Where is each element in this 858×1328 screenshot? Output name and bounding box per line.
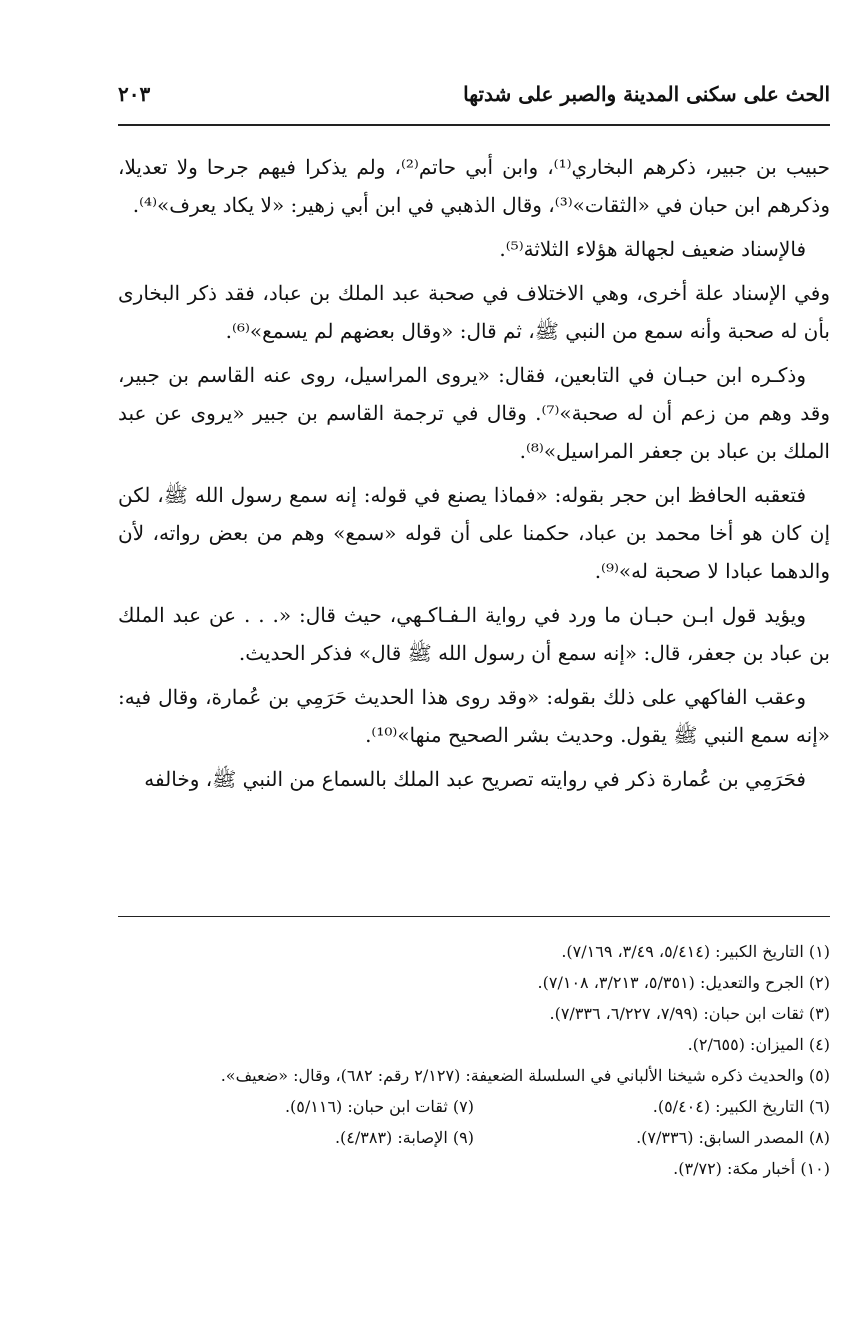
page-number: ٢٠٣ xyxy=(118,82,151,106)
page-header xyxy=(118,78,830,118)
footnote: (٣) ثقات ابن حبان: (٧/٩٩، ٦/٢٢٧، ٧/٣٣٦). xyxy=(549,1004,830,1023)
footnote: (٩) الإصابة: (٤/٣٨٣). xyxy=(334,1128,474,1147)
footnote: (٧) ثقات ابن حبان: (٥/١١٦). xyxy=(284,1097,474,1116)
paragraph: ويؤيد قول ابـن حبـان ما ورد في رواية الـفـاكـهي، حيث قال: «. . . عن عبد الملك بن عباد بن جعفر، قال: «إنه سمع أن رسول الله ﷺ قال» فذكر الحديث. xyxy=(118,603,830,665)
footnote: (٨) المصدر السابق: (٧/٣٣٦). xyxy=(636,1128,830,1147)
paragraph: فحَرَمِي بن عُمارة ذكر في روايته تصريح عبد الملك بالسماع من النبي ﷺ، وخالفه xyxy=(144,767,806,791)
footnote: (٥) والحديث ذكره شيخنا الألباني في السلسلة الضعيفة: (٢/١٢٧ رقم: ٦٨٢)، وقال: «ضعيف». xyxy=(220,1066,830,1085)
footnote: (١) التاريخ الكبير: (٥/٤١٤، ٣/٤٩، ٧/١٦٩). xyxy=(561,942,830,961)
paragraph: وذكـره ابن حبـان في التابعين، فقال: «يروى المراسيل، روى عنه القاسم بن جبير، وقد وهم من زعم أن له صحبة»⁽⁷⁾. وقال في ترجمة القاسم بن جبير «يروى عن عبد الملك بن عباد بن جعفر المراسيل»⁽⁸⁾. xyxy=(118,363,831,463)
footnote: (٢) الجرح والتعديل: (٥/٣٥١، ٣/٢١٣، ٧/١٠٨). xyxy=(537,973,830,992)
footnote: (٦) التاريخ الكبير: (٥/٤٠٤). xyxy=(652,1097,830,1116)
footnotes xyxy=(118,936,830,1184)
footnote: (٤) الميزان: (٢/٦٥٥). xyxy=(687,1035,830,1054)
paragraph: فالإسناد ضعيف لجهالة هؤلاء الثلاثة⁽⁵⁾. xyxy=(499,237,806,261)
header-rule xyxy=(118,124,830,126)
main-text xyxy=(118,148,830,804)
paragraph: وفي الإسناد علة أخرى، وهي الاختلاف في صحبة عبد الملك بن عباد، فقد ذكر البخارى بأن له صحبة وأنه سمع من النبي ﷺ، ثم قال: «وقال بعضهم لم يسمع»⁽⁶⁾. xyxy=(118,281,830,343)
paragraph: وعقب الفاكهي على ذلك بقوله: «وقد روى هذا الحديث حَرَمِي بن عُمارة، وقال فيه: «إنه سمع النبي ﷺ يقول. وحديث بشر الصحيح منها»⁽¹⁰⁾. xyxy=(118,685,830,747)
footnote-rule xyxy=(118,916,830,917)
running-title: الحث على سكنى المدينة والصبر على شدتها xyxy=(463,82,830,106)
paragraph: فتعقبه الحافظ ابن حجر بقوله: «فماذا يصنع في قوله: إنه سمع رسول الله ﷺ، لكن إن كان هو أخا محمد بن عباد، حكمنا على أن قوله «سمع» وهم من بعض رواته، لأن والدهما عبادا لا صحبة له»⁽⁹⁾. xyxy=(118,483,830,583)
footnote-row xyxy=(118,1091,830,1122)
footnote: (١٠) أخبار مكة: (٣/٧٢). xyxy=(673,1159,830,1178)
paragraph: حبيب بن جبير، ذكرهم البخاري⁽¹⁾، وابن أبي حاتم⁽²⁾، ولم يذكرا فيهم جرحا ولا تعديلا، وذكرهم ابن حبان في «الثقات»⁽³⁾، وقال الذهبي في ابن أبي زهير: «لا يكاد يعرف»⁽⁴⁾. xyxy=(118,155,831,217)
footnote-row xyxy=(118,1122,830,1153)
